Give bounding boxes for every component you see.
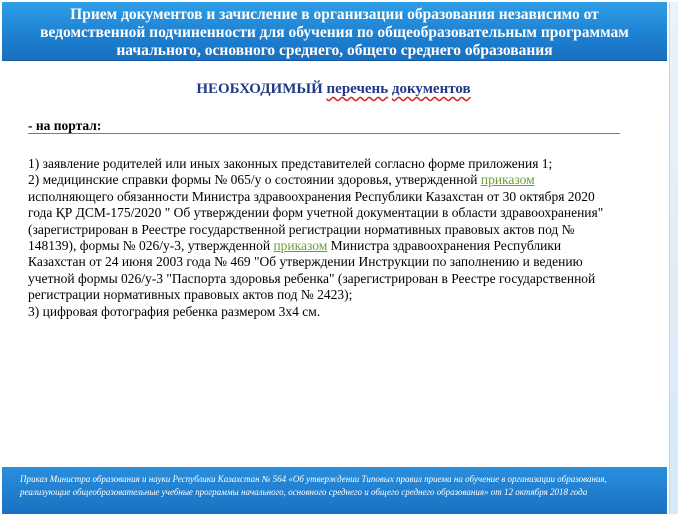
list-item-3: 3) цифровая фотография ребенка размером 3х4 см. [28, 303, 321, 319]
item2-text-b: исполняющего обязанности Министра здравоохранения Республики Казахстан от 30 октября 2020 года ҚР ДСМ-175/2020 " Об утверждении форм учетной документации в области здравоохранения" (зарегистрирован в Реестре государственной регистрации нормативных правовых актов под № 148139), формы № 026/у-3, утвержденной [28, 188, 604, 254]
documents-list [28, 156, 608, 320]
list-item-2 [28, 172, 608, 303]
subtitle-part1: НЕОБХОДИМЫЙ [196, 81, 323, 97]
subtitle-part2: перечень [326, 81, 389, 97]
footer-text: Приказ Министра образования и науки Республики Казахстан № 564 «Об утверждении Типовых правил приема на обучение в организации образования, реализующие общеобразовательные учебные программы начального, основного среднего и общего среднего образования» от 12 октября 2018 года [20, 474, 607, 497]
portal-divider [28, 133, 620, 134]
right-edge-strip [669, 2, 678, 514]
portal-label: - на портал: [28, 118, 102, 133]
list-item-1: 1) заявление родителей или иных законных представителей согласно форме приложения 1; [28, 156, 553, 171]
subtitle [0, 81, 667, 98]
order-link-2[interactable]: приказом [273, 238, 328, 254]
header-title: Прием документов и зачисление в организации образования независимо от ведомственной подчиненности для обучения по общеобразовательным программам начального, основного среднего, общего среднего образования [40, 6, 629, 59]
item2-text-c: Министра здравоохранения Республики Казахстан от 24 июня 2003 года № 469 "Об утверждении Инструкции по заполнению и ведению учетной формы 026/у-3 "Паспорта здоровья ребенка" (зарегистрирован в Реестре государственной регистрации нормативных правовых актов под № 2423); [28, 238, 596, 303]
footer-banner [2, 467, 667, 514]
subtitle-part3: документов [391, 81, 471, 97]
header-banner [2, 2, 667, 61]
order-link-1[interactable]: приказом [480, 172, 535, 188]
item2-text-a: 2) медицинские справки формы № 065/у о состоянии здоровья, утвержденной [28, 172, 481, 188]
